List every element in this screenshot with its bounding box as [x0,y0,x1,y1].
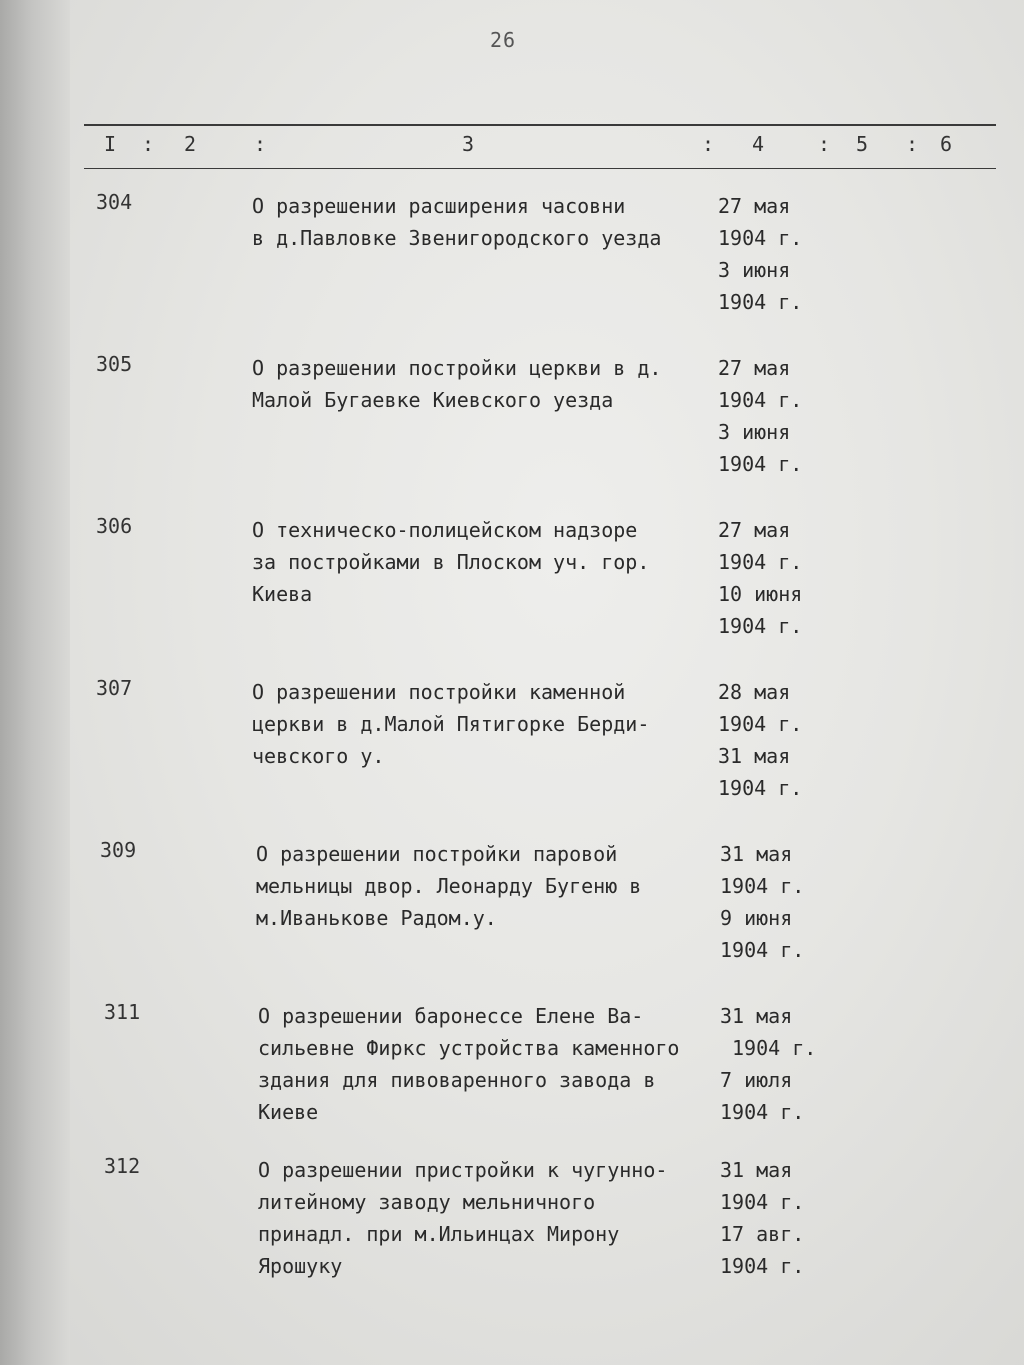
entry-number: 306 [96,514,133,538]
end-date: 7 июля [720,1068,793,1092]
start-date: 27 мая [718,518,791,542]
binding-shadow [0,0,70,1365]
entry-title: О разрешении постройки церкви в д. Малой Бугаевке Киевского уезда [252,356,662,412]
start-date: 28 мая [718,680,791,704]
entry-title: О разрешении постройки каменной церкви в д.Малой Пятигорке Берди- чевского у. [252,680,650,768]
column-separator: : [142,132,155,156]
header-rule-bottom [84,168,996,169]
column-header-5: 5 [856,132,869,156]
start-date: 31 мая [720,1158,793,1182]
entry-title: О разрешении постройки паровой мельницы двор. Леонарду Бугеню в м.Иванькове Радом.у. [256,842,642,930]
entry-dates [720,1154,840,1282]
end-year: 1904 г. [720,1100,805,1124]
end-date: 10 июня [718,582,803,606]
start-date: 31 мая [720,842,793,866]
entry-title: О техническо-полицейском надзоре за постройками в Плоском уч. гор. Киева [252,518,650,606]
page-number: 26 [490,28,517,52]
header-rule-top [84,124,996,126]
entry-number: 312 [104,1154,141,1178]
start-year: 1904 г. [718,550,803,574]
start-date: 27 мая [718,194,791,218]
start-year: 1904 г. [720,874,805,898]
column-header-2: 2 [184,132,197,156]
entry-dates [718,514,838,642]
entry-number: 307 [96,676,133,700]
end-year: 1904 г. [718,776,803,800]
start-date: 27 мая [718,356,791,380]
entry-title: О разрешении расширения часовни в д.Павловке Звенигородского уезда [252,194,662,250]
start-year: 1904 г. [732,1036,817,1060]
start-date: 31 мая [720,1004,793,1028]
end-year: 1904 г. [718,614,803,638]
end-date: 17 авг. [720,1222,805,1246]
end-year: 1904 г. [718,452,803,476]
end-date: 31 мая [718,744,791,768]
end-date: 3 июня [718,420,791,444]
end-year: 1904 г. [720,1254,805,1278]
entry-number: 305 [96,352,133,376]
column-header-4: 4 [752,132,765,156]
column-separator: : [818,132,831,156]
end-year: 1904 г. [718,290,803,314]
column-header-3: 3 [462,132,475,156]
entry-number: 309 [100,838,137,862]
column-header-1: I [104,132,117,156]
column-separator: : [702,132,715,156]
end-date: 3 июня [718,258,791,282]
entry-dates [718,352,838,480]
entry-dates [718,676,838,804]
end-date: 9 июня [720,906,793,930]
entry-number: 311 [104,1000,141,1024]
entry-title: О разрешении пристройки к чугунно- литейному заводу мельничного принадл. при м.Ильинцах Мирону Ярошуку [258,1158,668,1278]
start-year: 1904 г. [718,226,803,250]
entry-dates [720,1000,840,1128]
entry-title: О разрешении баронессе Елене Ва- сильевне Фиркс устройства каменного здания для пивоваренного завода в Киеве [258,1004,680,1124]
entry-dates [720,838,840,966]
entry-dates [718,190,838,318]
entry-number: 304 [96,190,133,214]
end-year: 1904 г. [720,938,805,962]
start-year: 1904 г. [718,388,803,412]
start-year: 1904 г. [720,1190,805,1214]
column-separator: : [906,132,919,156]
column-header-6: 6 [940,132,953,156]
column-separator: : [254,132,267,156]
start-year: 1904 г. [718,712,803,736]
